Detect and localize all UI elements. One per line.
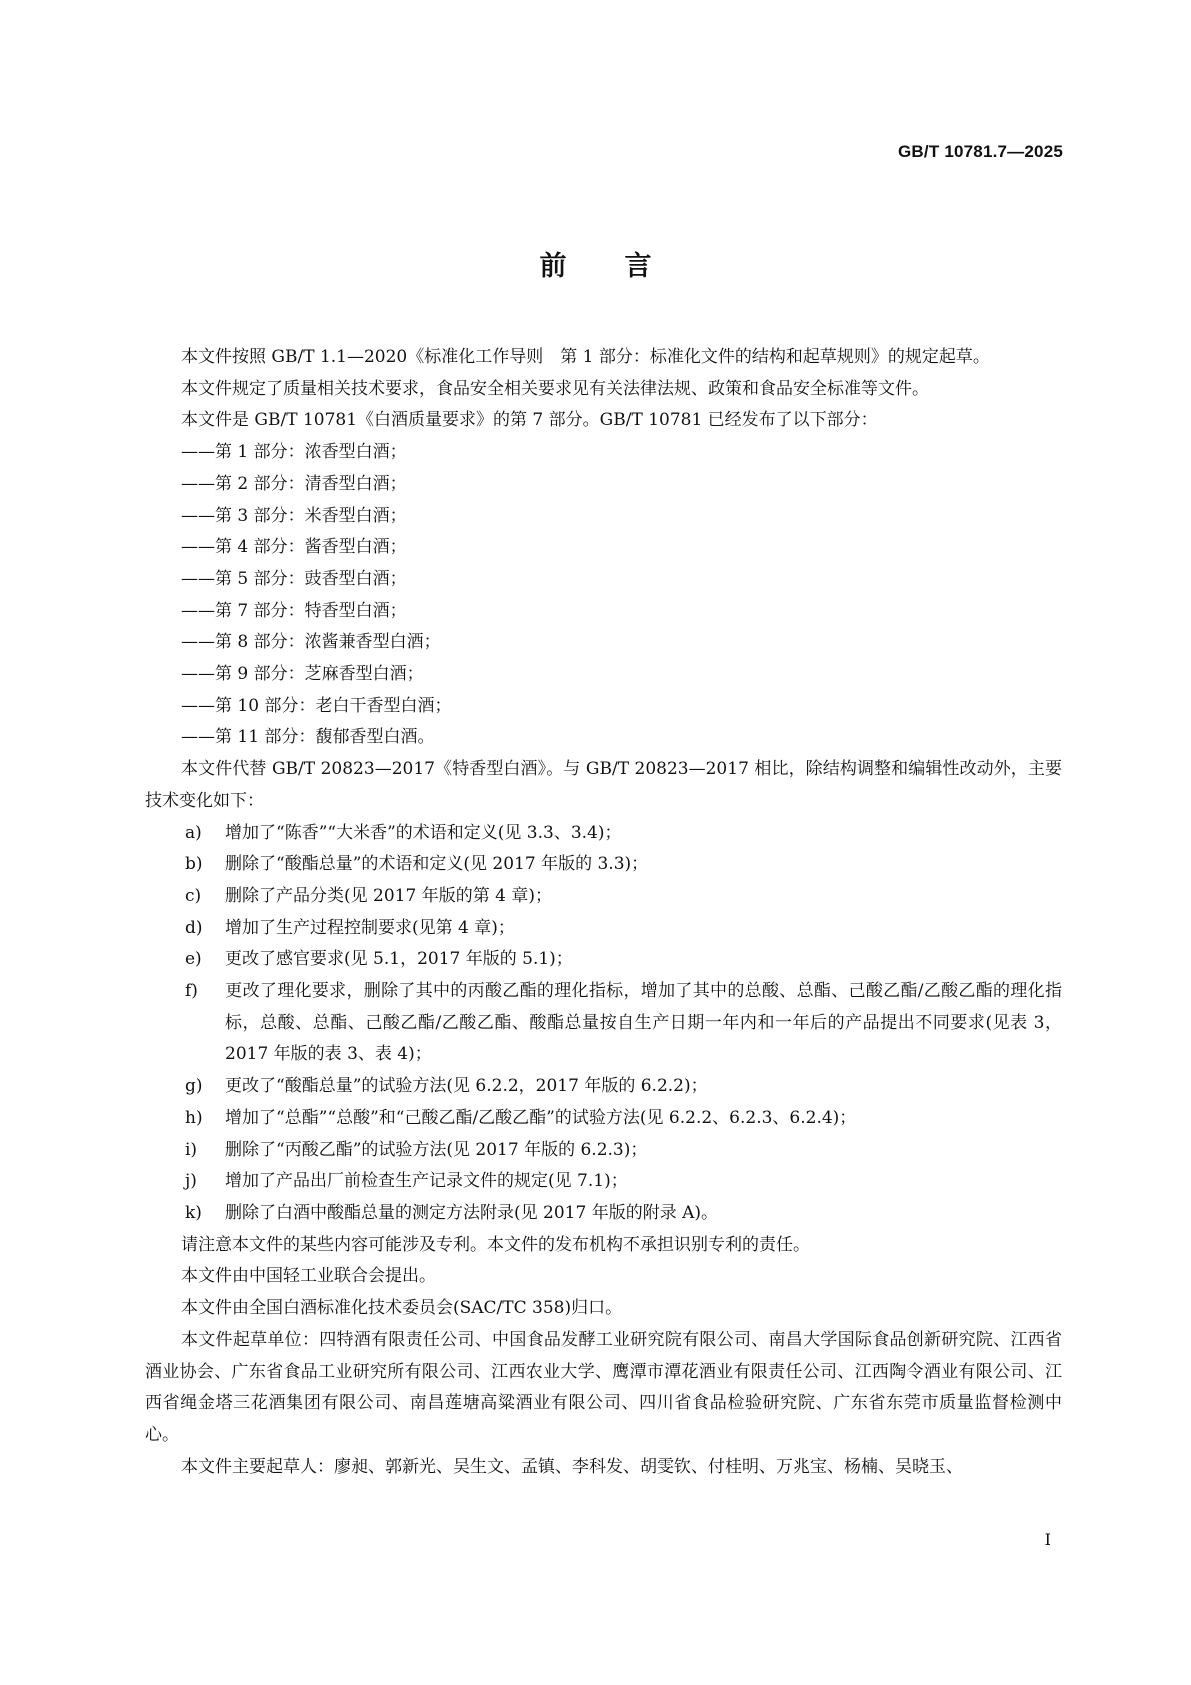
change-item-label: g)	[185, 1076, 203, 1097]
change-item-text: 更改了理化要求，删除了其中的丙酸乙酯的理化指标，增加了其中的总酸、总酯、己酸乙酯/乙酸乙酯的理化指标，总酸、总酯、己酸乙酯/乙酸乙酯、酸酯总量按自生产日期一年内和一年后的产品提出不同要求(见表 3，2017 年版的表 3、表 4)；	[225, 981, 1062, 1065]
intro-paragraph-1: 本文件按照 GB/T 1.1—2020《标准化工作导则 第 1 部分：标准化文件的结构和起草规则》的规定起草。	[181, 347, 990, 367]
list-item: ——第 5 部分：豉香型白酒；	[181, 568, 407, 589]
change-item-text: 增加了生产过程控制要求(见第 4 章)；	[225, 917, 515, 938]
changes-list	[145, 818, 1062, 1230]
list-item: ——第 9 部分：芝麻香型白酒；	[181, 664, 424, 685]
list-item: ——第 11 部分：馥郁香型白酒。	[181, 727, 435, 748]
drafting-units-paragraph: 本文件起草单位：四特酒有限责任公司、中国食品发酵工业研究院有限公司、南昌大学国际食品创新研究院、江西省酒业协会、广东省食品工业研究所有限公司、江西农业大学、鹰潭市潭花酒业有限责任公司、江西陶令酒业有限公司、江西省绳金塔三花酒集团有限公司、南昌莲塘高粱酒业有限公司、四川省食品检验研究院、广东省东莞市质量监督检测中心。	[145, 1329, 1062, 1445]
change-item-text: 删除了“酸酯总量”的术语和定义(见 2017 年版的 3.3)；	[225, 854, 649, 875]
change-item-label: a)	[185, 822, 202, 843]
change-item-text: 增加了产品出厂前检查生产记录文件的规定(见 7.1)；	[225, 1171, 628, 1192]
change-item-label: k)	[185, 1202, 202, 1223]
list-item: ——第 2 部分：清香型白酒；	[181, 473, 407, 494]
change-item	[145, 944, 1062, 976]
list-item: ——第 4 部分：酱香型白酒；	[181, 537, 407, 558]
change-item-label: h)	[185, 1107, 203, 1128]
standard-number: GB/T 10781.7—2025	[898, 142, 1063, 161]
change-item-text: 删除了“丙酸乙酯”的试验方法(见 2017 年版的 6.2.3)；	[225, 1139, 648, 1160]
change-item-label: j)	[185, 1171, 197, 1192]
intro-paragraph-3: 本文件是 GB/T 10781《白酒质量要求》的第 7 部分。GB/T 10781 已经发布了以下部分：	[181, 410, 878, 431]
change-item	[145, 1135, 1062, 1167]
patent-notice: 请注意本文件的某些内容可能涉及专利。本文件的发布机构不承担识别专利的责任。	[181, 1234, 810, 1255]
list-item: ——第 1 部分：浓香型白酒；	[181, 442, 407, 463]
change-item-text: 更改了感官要求(见 5.1，2017 年版的 5.1)；	[225, 949, 573, 970]
change-item-text: 增加了“陈香”“大米香”的术语和定义(见 3.3、3.4)；	[225, 822, 622, 843]
change-item-label: e)	[185, 949, 202, 970]
change-item-text: 删除了产品分类(见 2017 年版的第 4 章)；	[225, 885, 552, 906]
list-item: ——第 7 部分：特香型白酒；	[181, 600, 407, 621]
proposer-paragraph: 本文件由中国轻工业联合会提出。	[181, 1266, 436, 1287]
change-item	[145, 1198, 1062, 1230]
change-item-label: b)	[185, 854, 203, 875]
change-item	[145, 1071, 1062, 1103]
list-item: ——第 10 部分：老白干香型白酒；	[181, 695, 452, 716]
foreword-body	[145, 342, 1062, 1483]
change-item	[145, 849, 1062, 881]
change-item	[145, 976, 1062, 1071]
change-item-label: i)	[185, 1139, 198, 1160]
change-item-label: c)	[185, 885, 202, 906]
change-item-text: 更改了“酸酯总量”的试验方法(见 6.2.2，2017 年版的 6.2.2)；	[225, 1076, 708, 1097]
change-item-label: d)	[185, 917, 203, 938]
parts-list	[145, 437, 1062, 754]
change-item-label: f)	[185, 981, 198, 1002]
change-item	[145, 818, 1062, 850]
change-item-text: 删除了白酒中酸酯总量的测定方法附录(见 2017 年版的附录 A)。	[225, 1202, 719, 1223]
change-item	[145, 1166, 1062, 1198]
page-title: 前言	[539, 251, 710, 282]
change-item	[145, 913, 1062, 945]
committee-paragraph: 本文件由全国白酒标准化技术委员会(SAC/TC 358)归口。	[181, 1298, 623, 1319]
list-item: ——第 8 部分：浓酱兼香型白酒；	[181, 632, 441, 653]
list-item: ——第 3 部分：米香型白酒；	[181, 505, 407, 526]
change-item	[145, 1103, 1062, 1135]
change-item-text: 增加了“总酯”“总酸”和“己酸乙酯/乙酸乙酯”的试验方法(见 6.2.2、6.2.3、6.2.4)；	[225, 1107, 857, 1128]
replace-paragraph: 本文件代替 GB/T 20823—2017《特香型白酒》。与 GB/T 20823—2017 相比，除结构调整和编辑性改动外，主要技术变化如下：	[145, 759, 1062, 811]
page-number: I	[1044, 1530, 1051, 1549]
intro-paragraph-2: 本文件规定了质量相关技术要求，食品安全相关要求见有关法律法规、政策和食品安全标准等文件。	[181, 378, 929, 399]
change-item	[145, 881, 1062, 913]
drafters-paragraph: 本文件主要起草人：廖昶、郭新光、吴生文、孟镇、李科发、胡雯钦、付桂明、万兆宝、杨楠、吴晓玉、	[181, 1456, 963, 1477]
